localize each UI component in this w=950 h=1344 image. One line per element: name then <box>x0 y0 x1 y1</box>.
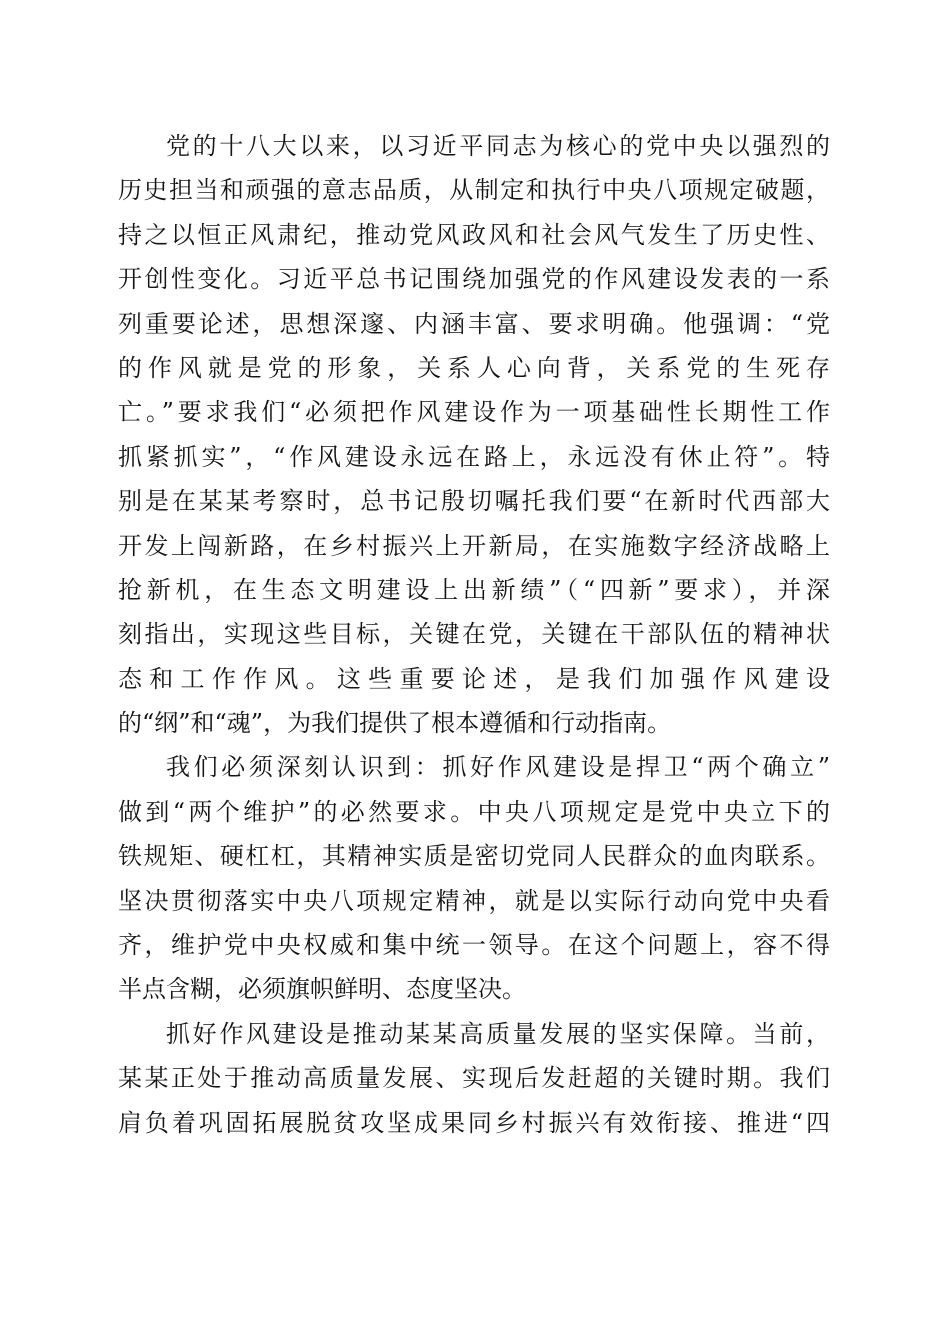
text-line: 抓好作风建设是推动某某高质量发展的坚实保障。当前， <box>166 1019 830 1048</box>
text-line: 坚决贯彻落实中央八项规定精神，就是以实际行动向党中央看 <box>118 886 830 915</box>
text-line: 开创性变化。习近平总书记围绕加强党的作风建设发表的一系 <box>118 265 830 294</box>
text-line: 半点含糊，必须旗帜鲜明、态度坚决。 <box>118 975 526 1004</box>
text-line: 我们必须深刻认识到：抓好作风建设是捍卫“两个确立” <box>166 753 830 782</box>
text-line: 做到“两个维护”的必然要求。中央八项规定是党中央立下的 <box>118 797 830 826</box>
text-line: 抓紧抓实”，“作风建设永远在路上，永远没有休止符”。特 <box>118 442 830 471</box>
text-line: 列重要论述，思想深邃、内涵丰富、要求明确。他强调：“党 <box>118 309 830 338</box>
text-line: 的作风就是党的形象，关系人心向背，关系党的生死存 <box>118 353 830 382</box>
text-line: 刻指出，实现这些目标，关键在党，关键在干部队伍的精神状 <box>118 620 830 649</box>
text-line: 态和工作作风。这些重要论述，是我们加强作风建设 <box>118 664 830 693</box>
paragraph-1 <box>118 124 830 745</box>
document-body <box>118 124 830 1145</box>
text-line: 历史担当和顽强的意志品质，从制定和执行中央八项规定破题， <box>118 176 830 205</box>
text-line: 肩负着巩固拓展脱贫攻坚成果同乡村振兴有效衔接、推进“四 <box>118 1108 830 1137</box>
paragraph-2 <box>118 745 830 1011</box>
text-line: 的“纲”和“魂”，为我们提供了根本遵循和行动指南。 <box>118 709 672 738</box>
text-line: 别是在某某考察时，总书记殷切嘱托我们要“在新时代西部大 <box>118 487 830 516</box>
text-line: 亡。”要求我们“必须把作风建设作为一项基础性长期性工作 <box>118 398 830 427</box>
text-line: 抢新机，在生态文明建设上出新绩”（“四新”要求），并深 <box>118 575 830 604</box>
text-line: 党的十八大以来，以习近平同志为核心的党中央以强烈的 <box>166 132 830 160</box>
text-line: 开发上闯新路，在乡村振兴上开新局，在实施数字经济战略上 <box>118 531 830 560</box>
text-line: 持之以恒正风肃纪，推动党风政风和社会风气发生了历史性、 <box>118 220 830 249</box>
text-line: 齐，维护党中央权威和集中统一领导。在这个问题上，容不得 <box>118 931 830 960</box>
text-line: 某某正处于推动高质量发展、实现后发赶超的关键时期。我们 <box>118 1064 830 1093</box>
paragraph-3 <box>118 1012 830 1145</box>
text-line: 铁规矩、硬杠杠，其精神实质是密切党同人民群众的血肉联系。 <box>118 842 830 871</box>
